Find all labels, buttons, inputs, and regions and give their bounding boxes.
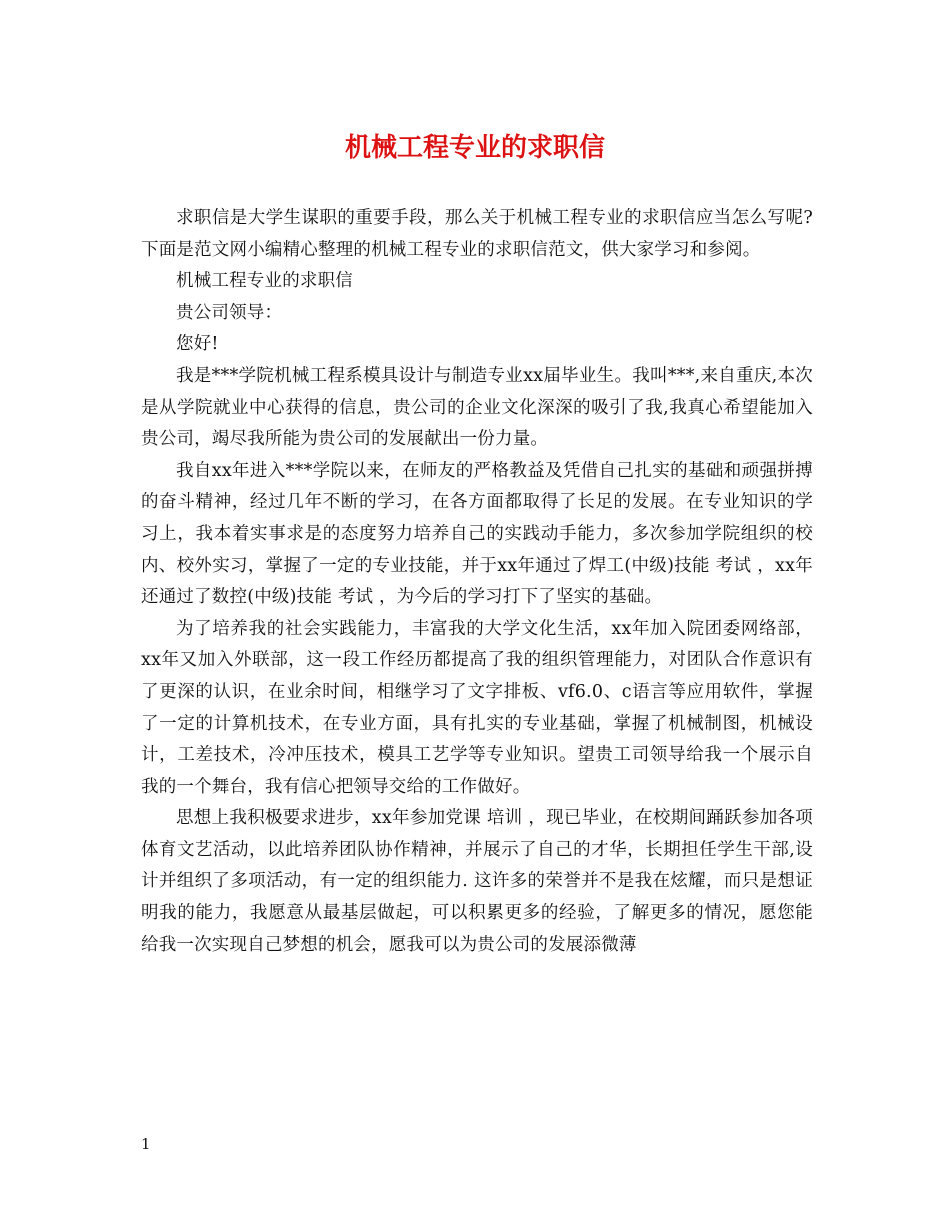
paragraph-salutation: 贵公司领导：: [176, 302, 283, 323]
document-title: 机械工程专业的求职信: [344, 133, 605, 163]
paragraph-letter-heading: 机械工程专业的求职信: [176, 271, 353, 292]
page-number: 1: [141, 1135, 151, 1153]
paragraph-self-introduction: 我是***学院机械工程系模具设计与制造专业xx届毕业生。我叫***,来自重庆,本次是从学院就业中心获得的信息，贵公司的企业文化深深的吸引了我,我真心希望能加入贵公司，竭尽我所能为贵公司的发展献出一份力量。: [141, 365, 813, 450]
paragraph-practice-experience: 为了培养我的社会实践能力，丰富我的大学文化生活，xx年加入院团委网络部， xx年又加入外联部，这一段工作经历都提高了我的组织管理能力，对团队合作意识有了更深的认识，在业余时间，相继学习了文字排板、vf6.0、c语言等应用软件，掌握了一定的计算机技术，在专业方面，具有扎实的专业基础，掌握了机械制图，机械设计，工差技术，冷冲压技术，模具工艺学等专业知识。望贵工司领导给我一个展示自我的一个舞台，我有信心把领导交给的工作做好。: [141, 618, 813, 797]
paragraph-study-experience: 我自xx年进入***学院以来，在师友的严格教益及凭借自己扎实的基础和顽强拼搏的奋斗精神，经过几年不断的学习，在各方面都取得了长足的发展。在专业知识的学习上，我本着实事求是的态度努力培养自己的实践动手能力，多次参加学院组织的校内、校外实习，掌握了一定的专业技能，并于xx年通过了焊工(中级)技能 考试 ，xx年还通过了数控(中级)技能 考试 ，为今后的学习打下了坚实的基础。: [141, 460, 813, 608]
paragraph-ideology: 思想上我积极要求进步，xx年参加党课 培训 ，现已毕业，在校期间踊跃参加各项体育文艺活动，以此培养团队协作精神，并展示了自己的才华，长期担任学生干部,设计并组织了多项活动，有一定的组织能力. 这许多的荣誉并不是我在炫耀，而只是想证明我的能力，我愿意从最基层做起，可以积累更多的经验，了解更多的情况，愿您能给我一次实现自己梦想的机会，愿我可以为贵公司的发展添微薄: [141, 808, 813, 955]
paragraph-intro: 求职信是大学生谋职的重要手段，那么关于机械工程专业的求职信应当怎么写呢?下面是范文网小编精心整理的机械工程专业的求职信范文，供大家学习和参阅。: [141, 208, 813, 260]
paragraph-greeting: 您好!: [176, 334, 219, 355]
document-body: [141, 203, 813, 961]
